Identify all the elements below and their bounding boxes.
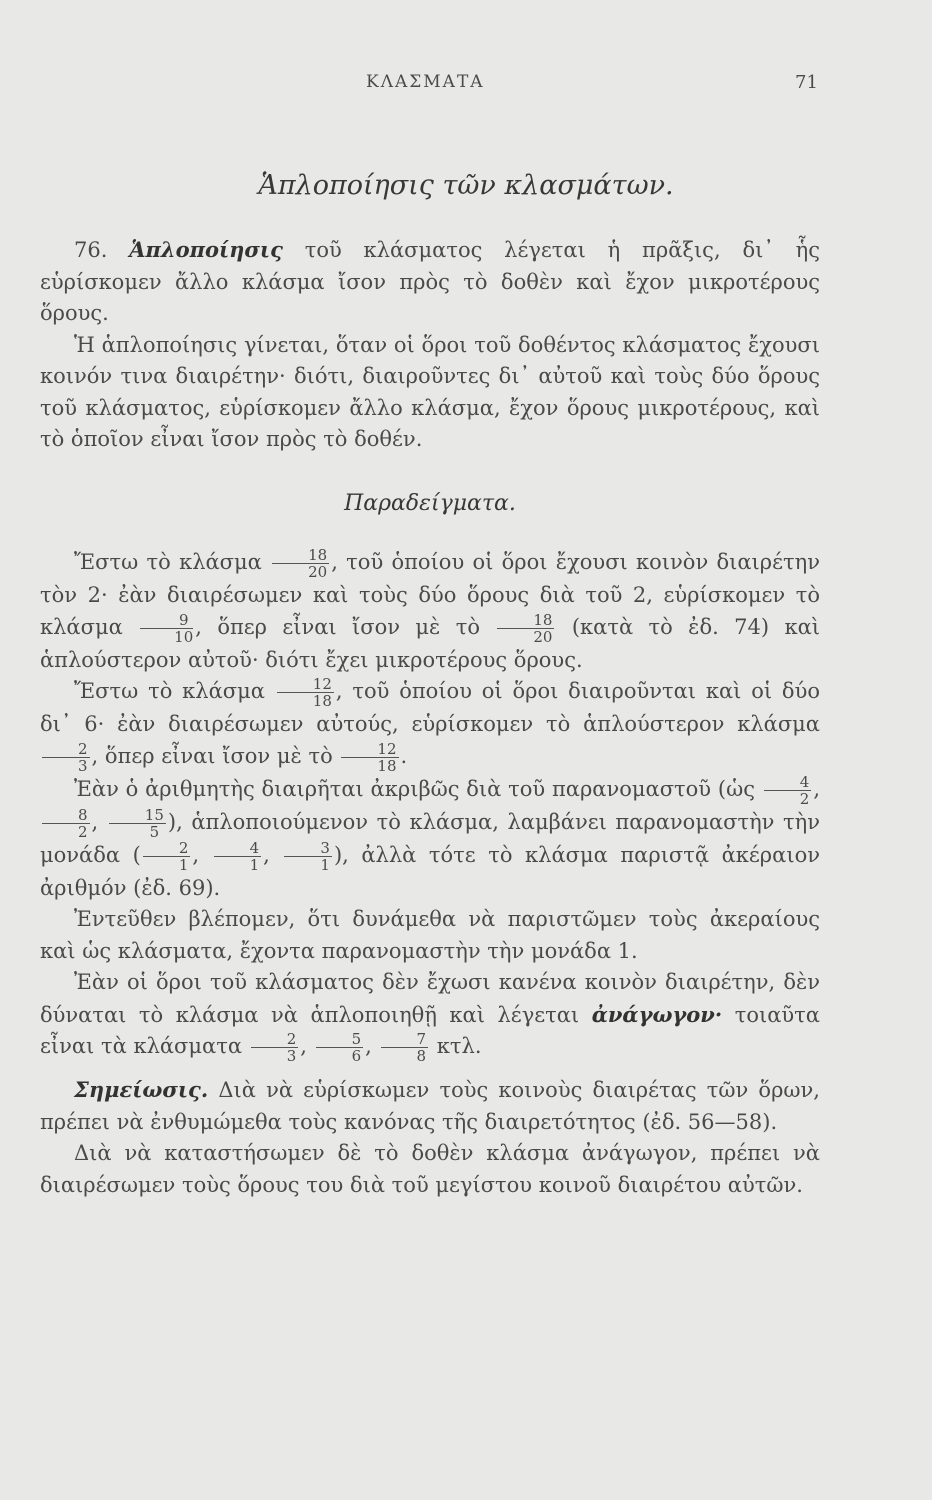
fraction [316, 1031, 364, 1064]
section-title: Ἁπλοποίησις τῶν κλασμάτων. [258, 170, 674, 201]
fraction [214, 840, 262, 873]
numerator: 2 [143, 840, 191, 857]
denominator: 20 [308, 563, 328, 581]
page-body [40, 234, 820, 1201]
text: . [400, 743, 408, 768]
numerator: 9 [140, 612, 193, 629]
text: κτλ. [436, 1034, 482, 1058]
denominator: 10 [174, 627, 194, 646]
numerator: 18 [497, 612, 554, 629]
numerator: 12 [341, 741, 398, 758]
note-head: Σημείωσις. [74, 1077, 209, 1102]
denominator: 8 [416, 1047, 427, 1065]
example-1 [40, 547, 820, 676]
numerator: 3 [284, 840, 332, 857]
denominator: 5 [149, 822, 160, 841]
example-3: Ἐὰν ὁ ἀριθμητὴς διαιρῆται ἀκριβῶς διὰ τοῦ παρανομαστοῦ (ὡς $\frac{4}{2}$ , $\frac{8}{2}$ , $\frac{15}{5}$ ), ἁπλοποιούμενον τὸ κλάσμα, λαμβάνει παρανομαστὴν τὴν μονάδα ( $\frac{2}{1}$ , $\frac{4}{1}$ , $\frac{3}{1}$ ), ἀλλὰ τότε τὸ κλάσμα παριστᾷ ἀκέραιον ἀριθμόν (ἐδ. 69). [40, 772, 820, 900]
text: , τοῦ ὁποίου οἱ ὅροι ἔχουσι κοινὸν διαιρέτην τὸν 2· ἐὰν διαιρέσωμεν καὶ τοὺς δύο ὅρους διὰ τοῦ 2, εὑρίσκομεν τὸ κλάσμα [40, 550, 820, 639]
denominator: 6 [351, 1047, 362, 1065]
numerator: 7 [381, 1031, 429, 1048]
fraction [381, 1031, 429, 1064]
paragraph-number: 76. [74, 238, 108, 262]
numerator: 5 [316, 1031, 364, 1048]
paragraph-term: Ἁπλοποίησις [129, 237, 283, 262]
fraction [143, 840, 191, 873]
denominator: 2 [799, 789, 810, 808]
numerator: 2 [42, 741, 90, 758]
examples-title: Παραδείγματα. [344, 490, 516, 516]
fraction [277, 676, 334, 709]
numerator: 2 [251, 1031, 299, 1048]
fraction [109, 807, 166, 840]
text: Ἔστω τὸ κλάσμα [74, 679, 265, 703]
denominator: 1 [178, 855, 189, 874]
text: ), ἀλλὰ τότε τὸ κλάσμα παριστᾷ ἀκέραιον ἀριθμόν (ἐδ. 69). [40, 842, 820, 900]
fraction [497, 612, 554, 645]
denominator: 20 [533, 627, 553, 646]
denominator: 3 [286, 1047, 297, 1065]
numerator: 8 [42, 807, 90, 824]
term-irreducible: ἀνάγωγον· [591, 1001, 723, 1027]
denominator: 2 [78, 822, 88, 841]
paragraph-76 [40, 234, 820, 330]
text: , ὅπερ εἶναι ἴσον μὲ τὸ [195, 614, 480, 639]
fraction [140, 612, 193, 645]
text: , ὅπερ εἶναι ἴσον μὲ τὸ [91, 743, 333, 768]
fraction [764, 774, 812, 807]
numerator: 12 [277, 676, 334, 693]
paragraph-last: Διὰ νὰ καταστήσωμεν δὲ τὸ δοθὲν κλάσμα ἀνάγωγον, πρέπει νὰ διαιρέσωμεν τοὺς ὅρους του διὰ τοῦ μεγίστου κοινοῦ διαιρέτου αὐτῶν. [40, 1141, 820, 1197]
text: (κατὰ τὸ ἐδ. 74) καὶ ἁπλούστερον αὐτοῦ· διότι ἔχει μικροτέρους ὅρους. [40, 614, 820, 672]
running-head: ΚΛΑΣΜΑΤΑ [366, 72, 485, 92]
fraction [272, 547, 329, 580]
paragraph-irreducible: Ἐὰν οἱ ὅροι τοῦ κλάσματος δὲν ἔχωσι κανένα κοινὸν διαιρέτην, δὲν δύναται τὸ κλάσμα νὰ ἁπλοποιηθῇ καὶ λέγεται ἀνάγωγον· τοιαῦτα εἶναι τὰ κλάσματα $\frac{2}{3}$ , $\frac{5}{6}$ , $\frac{7}{8}$ κτλ. [40, 970, 820, 1065]
text: τοιαῦτα εἶναι τὰ κλάσματα [40, 1002, 820, 1058]
numerator: 4 [764, 774, 812, 791]
paragraph-simplification: Ἡ ἁπλοποίησις γίνεται, ὅταν οἱ ὅροι τοῦ δοθέντος κλάσματος ἔχουσι κοινόν τινα διαιρέτην· διότι, διαιροῦντες δι᾿ αὐτοῦ καὶ τοὺς δύο ὅρους τοῦ κλάσματος, εὑρίσκομεν ἄλλο κλάσμα, ἔχον ὅρους μικροτέρους, καὶ τὸ ὁποῖον εἶναι ἴσον πρὸς τὸ δοθέν. [40, 332, 820, 451]
numerator: 18 [272, 547, 329, 564]
denominator: 3 [78, 756, 88, 775]
numerator: 4 [214, 840, 262, 857]
page-number: 71 [795, 72, 818, 93]
paragraph-text: τοῦ κλάσματος λέγεται ἡ πρᾶξις, δι᾿ ἧς εὑρίσκομεν ἄλλο κλάσμα ἴσον πρὸς τὸ δοθὲν καὶ ἔχον μικροτέρους ὅρους. [40, 238, 820, 325]
denominator: 1 [320, 855, 330, 874]
fraction [42, 741, 90, 774]
text: Ἔστω τὸ κλάσμα [74, 550, 262, 574]
denominator: 1 [249, 855, 260, 874]
denominator: 18 [312, 692, 332, 710]
fraction [42, 807, 90, 840]
page-header [0, 72, 932, 96]
numerator: 15 [109, 807, 166, 824]
text: Ἐὰν ὁ ἀριθμητὴς διαιρῆται ἀκριβῶς διὰ τοῦ παρανομαστοῦ (ὡς [74, 776, 755, 801]
fraction [284, 840, 332, 873]
paragraph-integers: Ἐντεῦθεν βλέπομεν, ὅτι δυνάμεθα νὰ παριστῶμεν τοὺς ἀκεραίους καὶ ὡς κλάσματα, ἔχοντα παρανομαστὴν τὴν μονάδα 1. [40, 907, 820, 963]
fraction [251, 1031, 299, 1064]
denominator: 18 [377, 756, 397, 775]
note-text: Διὰ νὰ εὑρίσκωμεν τοὺς κοινοὺς διαιρέτας τῶν ὅρων, πρέπει νὰ ἐνθυμώμεθα τοὺς κανόνας τῆς διαιρετότητος (ἐδ. 56—58). [40, 1078, 820, 1134]
text: , τοῦ ὁποίου οἱ ὅροι διαιροῦνται καὶ οἱ δύο δι᾿ 6· ἐὰν διαιρέσωμεν αὐτούς, εὑρίσκομεν τὸ ἁπλούστερον κλάσμα [40, 679, 820, 736]
fraction [341, 741, 398, 774]
text: ), ἁπλοποιούμενον τὸ κλάσμα, λαμβάνει παρανομαστὴν τὴν μονάδα ( [40, 809, 820, 867]
note-paragraph [40, 1074, 820, 1138]
text: Ἐὰν οἱ ὅροι τοῦ κλάσματος δὲν ἔχωσι κανένα κοινὸν διαιρέτην, δὲν δύναται τὸ κλάσμα νὰ ἁπλοποιηθῇ καὶ λέγεται [40, 970, 820, 1027]
example-2 [40, 676, 820, 774]
